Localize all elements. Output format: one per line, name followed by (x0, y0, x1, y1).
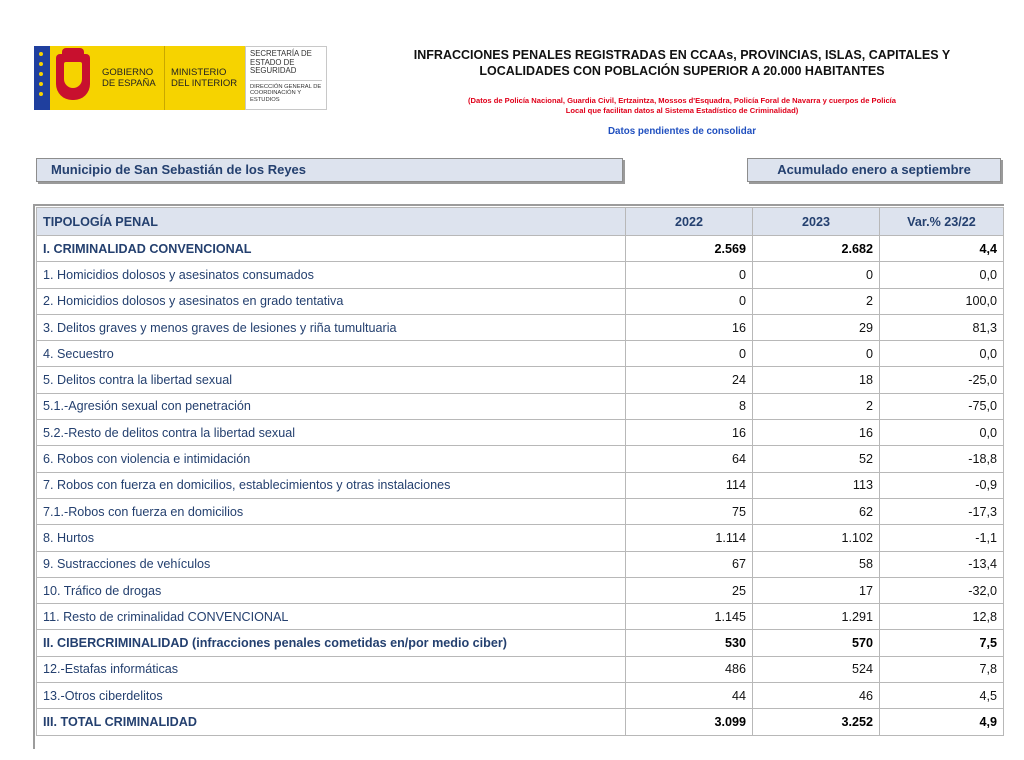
government-logo (34, 46, 339, 110)
report-title (392, 47, 972, 79)
table-row (37, 630, 1004, 656)
row-value-2022: 0 (626, 341, 753, 367)
table-row (37, 551, 1004, 577)
row-variation: 7,8 (880, 656, 1004, 682)
row-variation: 100,0 (880, 288, 1004, 314)
row-label: 11. Resto de criminalidad CONVENCIONAL (37, 604, 626, 630)
table-row (37, 393, 1004, 419)
row-label: 4. Secuestro (37, 341, 626, 367)
logo-secretaria-block (245, 46, 327, 110)
row-value-2022: 2.569 (626, 236, 753, 262)
row-value-2022: 3.099 (626, 709, 753, 735)
row-variation: -18,8 (880, 446, 1004, 472)
row-value-2022: 44 (626, 683, 753, 709)
table-row (37, 420, 1004, 446)
crime-statistics-table (36, 207, 1004, 736)
row-value-2022: 16 (626, 314, 753, 340)
row-label: 5. Delitos contra la libertad sexual (37, 367, 626, 393)
row-value-2022: 64 (626, 446, 753, 472)
row-label: 7.1.-Robos con fuerza en domicilios (37, 498, 626, 524)
source-line-2: Local que facilitan datos al Sistema Estadístico de Criminalidad) (565, 106, 799, 115)
row-value-2023: 1.102 (753, 525, 880, 551)
row-value-2023: 18 (753, 367, 880, 393)
row-label: II. CIBERCRIMINALIDAD (infracciones penales cometidas en/por medio ciber) (37, 630, 626, 656)
row-label: I. CRIMINALIDAD CONVENCIONAL (37, 236, 626, 262)
table-row (37, 446, 1004, 472)
row-value-2023: 2 (753, 393, 880, 419)
logo-ministerio-text: MINISTERIO DEL INTERIOR (164, 46, 245, 110)
table-row (37, 577, 1004, 603)
row-value-2022: 67 (626, 551, 753, 577)
row-value-2022: 1.145 (626, 604, 753, 630)
row-value-2022: 16 (626, 420, 753, 446)
table-row (37, 604, 1004, 630)
row-variation: -17,3 (880, 498, 1004, 524)
period-label: Acumulado enero a septiembre (747, 158, 1001, 182)
row-variation: 0,0 (880, 341, 1004, 367)
row-value-2022: 24 (626, 367, 753, 393)
table-header-row (37, 208, 1004, 236)
row-value-2023: 2.682 (753, 236, 880, 262)
table-row (37, 341, 1004, 367)
row-variation: -1,1 (880, 525, 1004, 551)
row-variation: -75,0 (880, 393, 1004, 419)
row-value-2023: 3.252 (753, 709, 880, 735)
eu-flag-strip (34, 46, 50, 110)
header-2023: 2023 (753, 208, 880, 236)
row-label: 2. Homicidios dolosos y asesinatos en grado tentativa (37, 288, 626, 314)
row-value-2022: 25 (626, 577, 753, 603)
row-label: 13.-Otros ciberdelitos (37, 683, 626, 709)
row-value-2023: 52 (753, 446, 880, 472)
municipality-label: Municipio de San Sebastián de los Reyes (36, 158, 623, 182)
row-variation: -0,9 (880, 472, 1004, 498)
row-variation: -25,0 (880, 367, 1004, 393)
row-label: 10. Tráfico de drogas (37, 577, 626, 603)
title-line-1: INFRACCIONES PENALES REGISTRADAS EN CCAAs, PROVINCIAS, ISLAS, CAPITALES Y (413, 48, 951, 62)
row-value-2022: 8 (626, 393, 753, 419)
table-row (37, 656, 1004, 682)
logo-gobierno-text: GOBIERNO DE ESPAÑA (102, 67, 156, 89)
row-value-2023: 29 (753, 314, 880, 340)
row-value-2023: 0 (753, 262, 880, 288)
table-row (37, 683, 1004, 709)
row-value-2022: 486 (626, 656, 753, 682)
title-line-2: LOCALIDADES CON POBLACIÓN SUPERIOR A 20.000 HABITANTES (479, 64, 885, 78)
table-row (37, 236, 1004, 262)
row-value-2022: 0 (626, 262, 753, 288)
header-tipologia: TIPOLOGÍA PENAL (37, 208, 626, 236)
table-row (37, 314, 1004, 340)
row-label: III. TOTAL CRIMINALIDAD (37, 709, 626, 735)
row-variation: 0,0 (880, 262, 1004, 288)
table-row (37, 498, 1004, 524)
row-variation: -13,4 (880, 551, 1004, 577)
row-variation: 4,4 (880, 236, 1004, 262)
row-label: 12.-Estafas informáticas (37, 656, 626, 682)
row-value-2023: 46 (753, 683, 880, 709)
row-value-2022: 0 (626, 288, 753, 314)
row-label: 8. Hurtos (37, 525, 626, 551)
logo-secretaria-text: SECRETARÍA DE ESTADO DE SEGURIDAD (250, 49, 312, 75)
row-label: 7. Robos con fuerza en domicilios, establecimientos y otras instalaciones (37, 472, 626, 498)
header-variation: Var.% 23/22 (880, 208, 1004, 236)
row-variation: 4,5 (880, 683, 1004, 709)
table-row (37, 367, 1004, 393)
row-value-2023: 113 (753, 472, 880, 498)
row-value-2023: 17 (753, 577, 880, 603)
logo-direccion-text: DIRECCIÓN GENERAL DE COORDINACIÓN Y ESTUDIOS (250, 80, 322, 104)
row-label: 1. Homicidios dolosos y asesinatos consumados (37, 262, 626, 288)
source-line-1: (Datos de Policía Nacional, Guardia Civil, Ertzaintza, Mossos d'Esquadra, Policía Foral de Navarra y cuerpos de Policía (467, 96, 897, 105)
row-value-2023: 570 (753, 630, 880, 656)
row-value-2023: 62 (753, 498, 880, 524)
row-variation: -32,0 (880, 577, 1004, 603)
table-row (37, 288, 1004, 314)
row-value-2022: 1.114 (626, 525, 753, 551)
row-variation: 81,3 (880, 314, 1004, 340)
row-label: 6. Robos con violencia e intimidación (37, 446, 626, 472)
row-value-2023: 1.291 (753, 604, 880, 630)
table-row (37, 709, 1004, 735)
table-row (37, 525, 1004, 551)
row-value-2023: 0 (753, 341, 880, 367)
row-variation: 12,8 (880, 604, 1004, 630)
table-row (37, 472, 1004, 498)
row-value-2023: 2 (753, 288, 880, 314)
row-label: 9. Sustracciones de vehículos (37, 551, 626, 577)
row-label: 5.1.-Agresión sexual con penetración (37, 393, 626, 419)
row-value-2023: 524 (753, 656, 880, 682)
row-label: 5.2.-Resto de delitos contra la libertad sexual (37, 420, 626, 446)
data-source-note (412, 96, 952, 116)
crime-statistics-table-container (36, 207, 1003, 736)
row-variation: 7,5 (880, 630, 1004, 656)
table-row (37, 262, 1004, 288)
header-2022: 2022 (626, 208, 753, 236)
row-variation: 4,9 (880, 709, 1004, 735)
row-value-2023: 58 (753, 551, 880, 577)
row-value-2022: 530 (626, 630, 753, 656)
pending-consolidation-note: Datos pendientes de consolidar (607, 126, 757, 137)
row-label: 3. Delitos graves y menos graves de lesiones y riña tumultuaria (37, 314, 626, 340)
row-value-2022: 114 (626, 472, 753, 498)
coat-of-arms-icon (50, 46, 96, 110)
row-value-2023: 16 (753, 420, 880, 446)
row-value-2022: 75 (626, 498, 753, 524)
row-variation: 0,0 (880, 420, 1004, 446)
